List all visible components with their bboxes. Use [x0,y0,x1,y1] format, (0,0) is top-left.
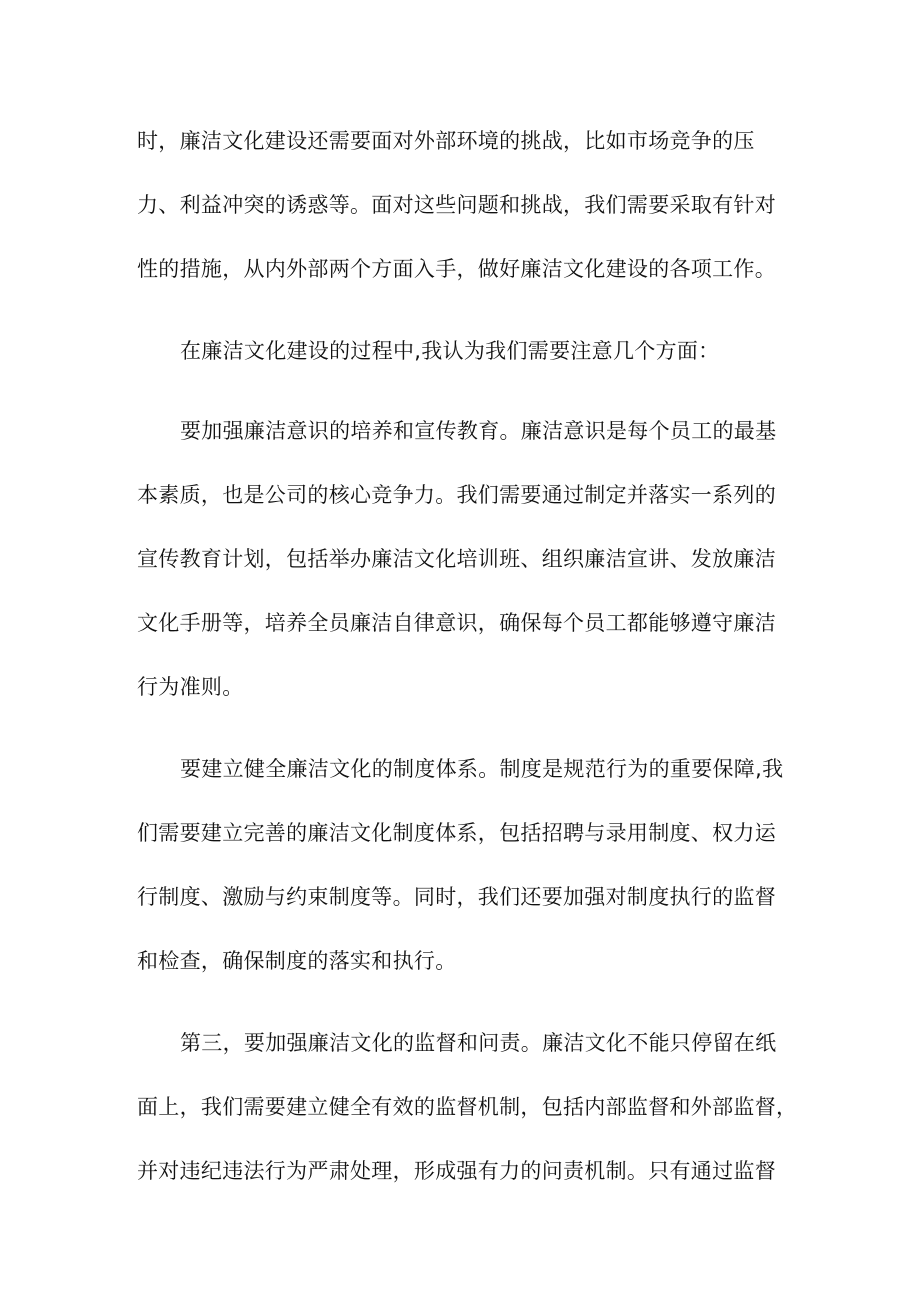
paragraph-1-line-3: 性的措施，从内外部两个方面入手，做好廉洁文化建设的各项工作。 [137,257,776,281]
paragraph-4-line-1: 要建立健全廉洁文化的制度体系。制度是规范行为的重要保障,我 [180,757,784,781]
paragraph-4-line-4: 和检查，确保制度的落实和执行。 [137,949,457,973]
paragraph-4-line-3: 行制度、激励与约束制度等。同时，我们还要加强对制度执行的监督 [137,885,776,909]
paragraph-5-line-1: 第三，要加强廉洁文化的监督和问责。廉洁文化不能只停留在纸 [180,1031,777,1055]
paragraph-4-line-2: 们需要建立完善的廉洁文化制度体系，包括招聘与录用制度、权力运 [137,821,776,845]
paragraph-2-line-1: 在廉洁文化建设的过程中,我认为我们需要注意几个方面： [180,339,720,363]
paragraph-3-line-2: 本素质，也是公司的核心竞争力。我们需要通过制定并落实一系列的 [137,483,776,507]
paragraph-3-line-1: 要加强廉洁意识的培养和宣传教育。廉洁意识是每个员工的最基 [180,419,777,443]
paragraph-5-line-3: 并对违纪违法行为严肃处理，形成强有力的问责机制。只有通过监督 [137,1159,776,1183]
paragraph-5-line-2: 面上，我们需要建立健全有效的监督机制，包括内部监督和外部监督， [137,1095,798,1119]
paragraph-1-line-1: 时，廉洁文化建设还需要面对外部环境的挑战，比如市场竞争的压 [137,129,755,153]
paragraph-3-line-3: 宣传教育计划，包括举办廉洁文化培训班、组织廉洁宣讲、发放廉洁 [137,547,776,571]
paragraph-3-line-4: 文化手册等，培养全员廉洁自律意识，确保每个员工都能够遵守廉洁 [137,611,776,635]
paragraph-1-line-2: 力、利益冲突的诱惑等。面对这些问题和挑战，我们需要采取有针对 [137,193,776,217]
paragraph-3-line-5: 行为准则。 [137,675,244,699]
